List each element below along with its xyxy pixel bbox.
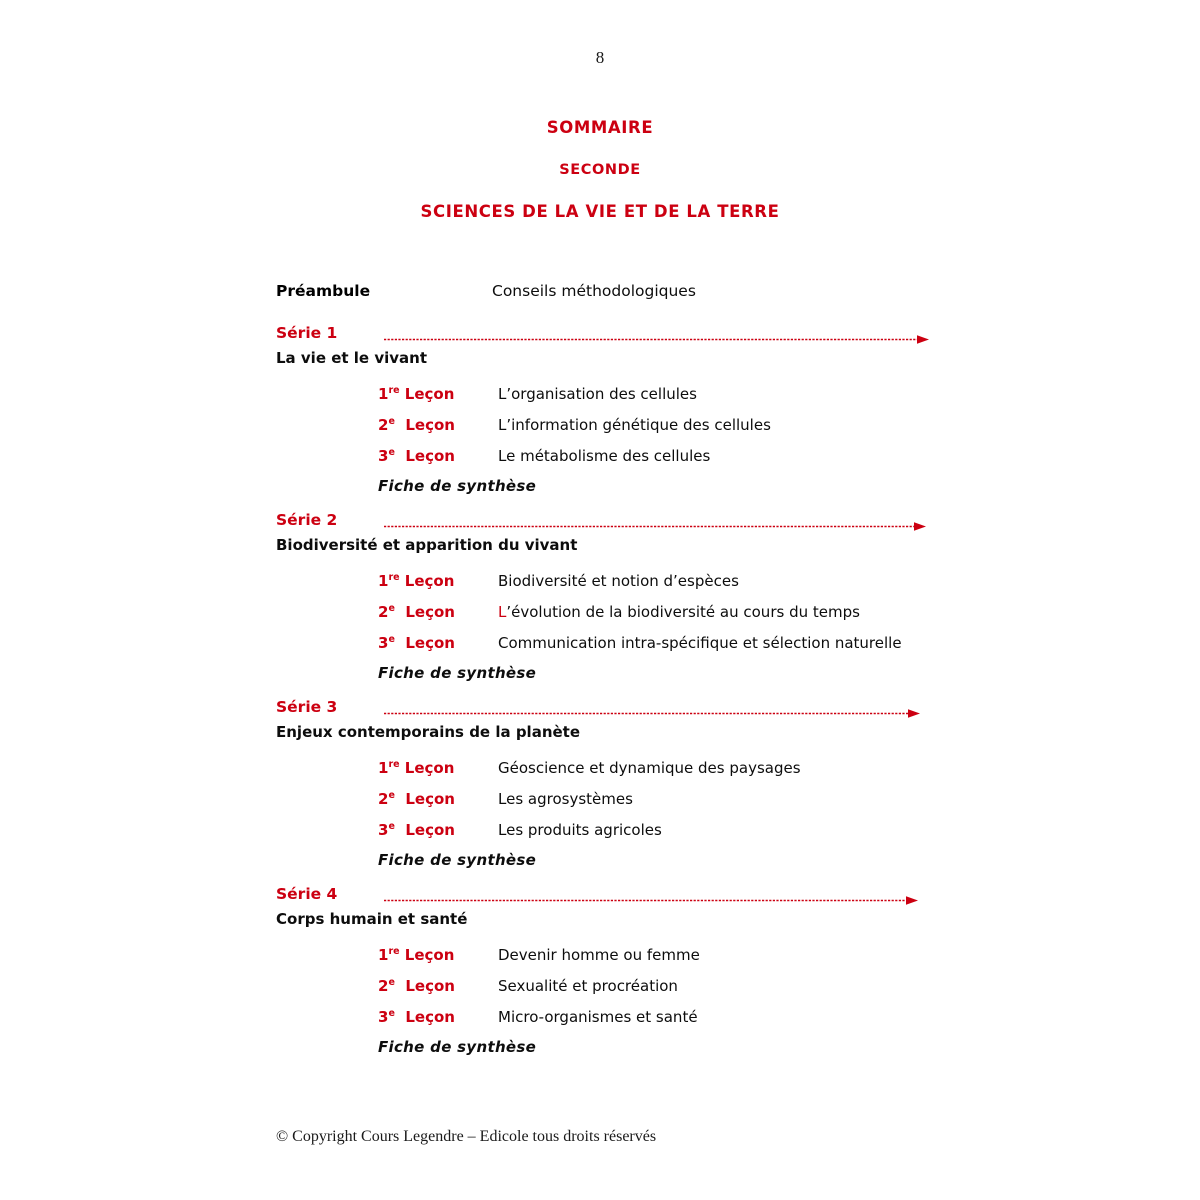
lesson-row[interactable] — [276, 789, 936, 810]
lesson-row[interactable] — [276, 945, 936, 966]
lesson-title: Sexualité et procréation — [498, 977, 678, 995]
page-number: 8 — [595, 48, 605, 67]
preamble-row — [276, 282, 936, 308]
preamble-label: Préambule — [276, 282, 371, 300]
lesson-title: Communication intra-spécifique et sélection naturelle — [498, 634, 902, 652]
lesson-row[interactable] — [276, 633, 936, 654]
series-header — [276, 511, 936, 535]
series-name: Série 1 — [276, 324, 338, 342]
lesson-list — [276, 384, 936, 495]
lesson-title: Devenir homme ou femme — [498, 946, 700, 964]
series-arrow-icon — [384, 709, 920, 718]
heading-subject: SCIENCES DE LA VIE ET DE LA TERRE — [420, 202, 780, 221]
lesson-number: 3e Leçon — [378, 1008, 455, 1026]
fiche-de-synthese[interactable]: Fiche de synthèse — [378, 664, 537, 682]
series-subtitle: Enjeux contemporains de la planète — [276, 723, 581, 741]
series-name: Série 2 — [276, 511, 338, 529]
lesson-row[interactable] — [276, 976, 936, 997]
preamble-value: Conseils méthodologiques — [492, 282, 696, 300]
series-header — [276, 324, 936, 348]
lesson-number: 3e Leçon — [378, 634, 455, 652]
series-subtitle: Biodiversité et apparition du vivant — [276, 536, 578, 554]
series-arrow-icon — [384, 335, 929, 344]
copyright-footer: © Copyright Cours Legendre – Edicole tous droits réservés — [276, 1128, 657, 1145]
series-block — [276, 324, 936, 495]
heading-level: SECONDE — [559, 161, 641, 178]
lesson-number: 3e Leçon — [378, 821, 455, 839]
table-of-contents — [276, 282, 936, 1056]
fiche-de-synthese[interactable]: Fiche de synthèse — [378, 477, 537, 495]
lesson-number: 3e Leçon — [378, 447, 455, 465]
series-block — [276, 698, 936, 869]
series-name: Série 3 — [276, 698, 338, 716]
lesson-list — [276, 758, 936, 869]
lesson-title: L’évolution de la biodiversité au cours du temps — [498, 603, 860, 621]
fiche-de-synthese[interactable]: Fiche de synthèse — [378, 851, 537, 869]
lesson-row[interactable] — [276, 415, 936, 436]
lesson-row[interactable] — [276, 602, 936, 623]
lesson-number: 1re Leçon — [378, 572, 455, 590]
title-block — [0, 118, 1200, 221]
lesson-number: 1re Leçon — [378, 946, 455, 964]
lesson-row[interactable] — [276, 758, 936, 779]
series-list — [276, 324, 936, 1056]
lesson-row[interactable] — [276, 384, 936, 405]
lesson-title: Le métabolisme des cellules — [498, 447, 711, 465]
heading-sommaire: SOMMAIRE — [546, 118, 654, 137]
lesson-list — [276, 571, 936, 682]
lesson-title: Les produits agricoles — [498, 821, 662, 839]
lesson-row[interactable] — [276, 446, 936, 467]
lesson-row[interactable] — [276, 1007, 936, 1028]
series-block — [276, 885, 936, 1056]
fiche-de-synthese[interactable]: Fiche de synthèse — [378, 1038, 537, 1056]
series-block — [276, 511, 936, 682]
series-subtitle: Corps humain et santé — [276, 910, 468, 928]
lesson-title: Géoscience et dynamique des paysages — [498, 759, 801, 777]
lesson-title: Les agrosystèmes — [498, 790, 633, 808]
lesson-row[interactable] — [276, 820, 936, 841]
series-header — [276, 698, 936, 722]
lesson-number: 2e Leçon — [378, 416, 455, 434]
series-name: Série 4 — [276, 885, 338, 903]
lesson-number: 2e Leçon — [378, 603, 455, 621]
lesson-number: 1re Leçon — [378, 385, 455, 403]
lesson-list — [276, 945, 936, 1056]
lesson-title: Micro-organismes et santé — [498, 1008, 698, 1026]
series-subtitle: La vie et le vivant — [276, 349, 427, 367]
series-header — [276, 885, 936, 909]
lesson-row[interactable] — [276, 571, 936, 592]
lesson-title: L’information génétique des cellules — [498, 416, 771, 434]
lesson-title: Biodiversité et notion d’espèces — [498, 572, 739, 590]
series-arrow-icon — [384, 522, 926, 531]
lesson-number: 2e Leçon — [378, 790, 455, 808]
lesson-number: 2e Leçon — [378, 977, 455, 995]
series-arrow-icon — [384, 896, 918, 905]
lesson-number: 1re Leçon — [378, 759, 455, 777]
lesson-title: L’organisation des cellules — [498, 385, 697, 403]
